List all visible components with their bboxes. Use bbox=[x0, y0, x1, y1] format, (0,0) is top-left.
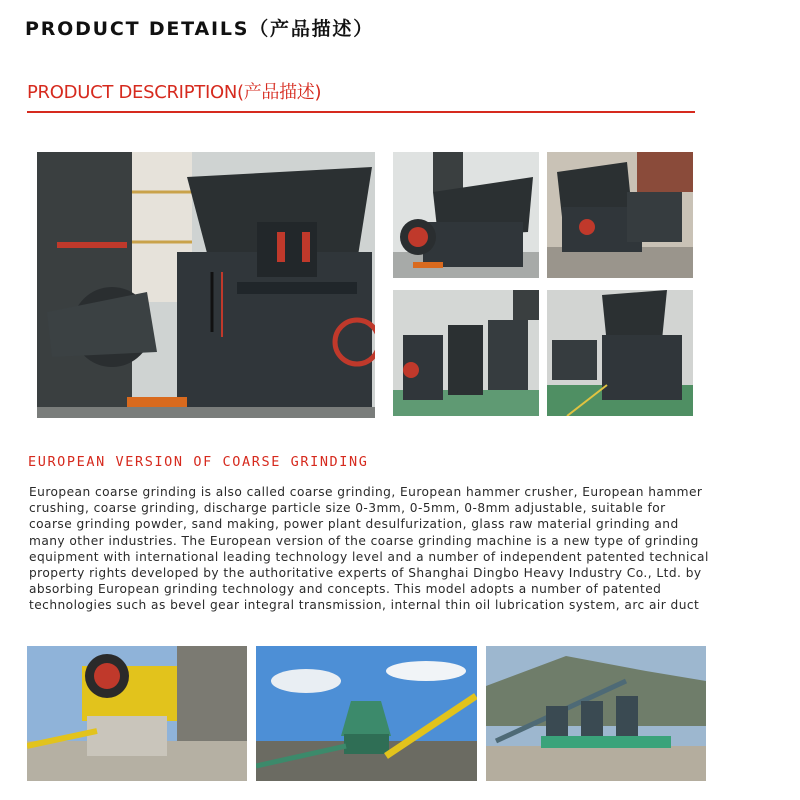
page-heading: PRODUCT DETAILS（产品描述） bbox=[25, 18, 375, 40]
application-photo-cone-crusher bbox=[256, 646, 477, 781]
article-subtitle: EUROPEAN VERSION OF COARSE GRINDING bbox=[28, 454, 369, 470]
main-machine-photo bbox=[37, 152, 375, 418]
machine-photo-top-left bbox=[393, 152, 539, 278]
section-title: PRODUCT DESCRIPTION(产品描述) bbox=[27, 82, 322, 103]
machine-photo-top-right bbox=[547, 152, 693, 278]
machine-photo-bottom-right bbox=[547, 290, 693, 416]
machine-photo-bottom-left bbox=[393, 290, 539, 416]
section-divider bbox=[27, 111, 695, 113]
application-photo-crushing-plant bbox=[486, 646, 706, 781]
application-photo-jaw-crusher bbox=[27, 646, 247, 781]
article-body: European coarse grinding is also called coarse grinding, European hammer crusher, European hammer crushing, coarse grinding, discharge particle size 0-3mm, 0-5mm, 0-8mm adjustable, suitable for coarse grinding powder, sand making, power plant desulfurization, glass raw material grinding and many other industries. The European version of the coarse grinding machine is a new type of grinding equipment with international leading technology level and a number of independent patented technical property rights developed by the authoritative experts of Shanghai Dingbo Heavy Industry Co., Ltd. by absorbing European grinding technology and concepts. This model adopts a number of patented technologies such as bevel gear integral transmission, internal thin oil lubrication system, arc air duct bbox=[29, 485, 709, 613]
